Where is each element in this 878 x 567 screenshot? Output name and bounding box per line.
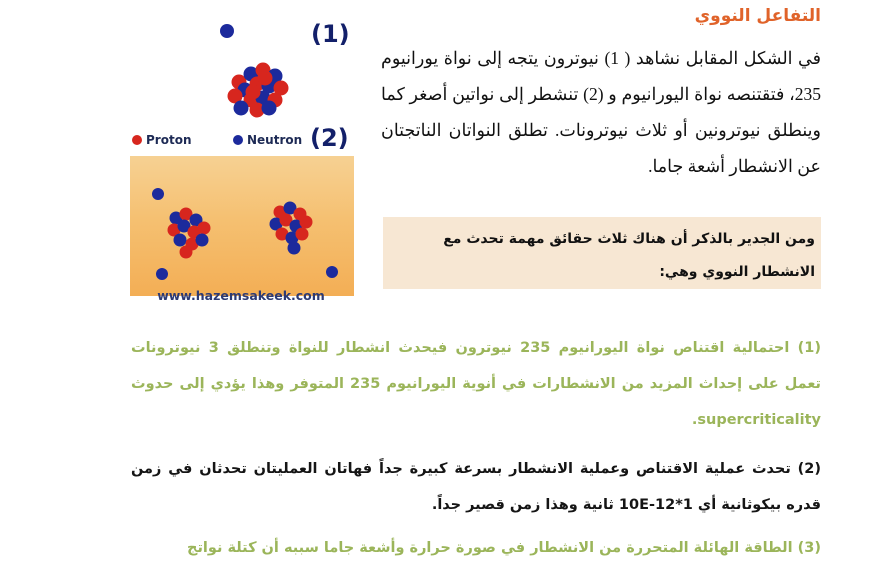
stage1-illustration [195, 12, 305, 122]
page-title: التفاعل النووي [694, 6, 821, 26]
legend-proton [132, 133, 191, 147]
proton-swatch [132, 135, 142, 145]
fact-3: (3) الطاقة الهائلة المتحررة من الانشطار في صورة حرارة وأشعة جاما سببه أن كتلة نواتج [187, 540, 821, 556]
highlight-box [383, 217, 821, 289]
highlight-text: ومن الجدير بالذكر أن هناك ثلاث حقائق مهمة تحدث مع الانشطار النووي وهي: [443, 231, 815, 280]
stage1-label: (1) [311, 20, 350, 48]
fact-1: (1) احتمالية اقتناص نواة اليورانيوم 235 نيوترون فيحدث انشطار للنواة وتنطلق 3 نيوترونات تعمل على إحداث المزيد من الانشطارات في أنوية اليورانيوم 235 المتوفر وهذا يؤدي إلى حدوث supercriticality. [131, 340, 821, 428]
intro-paragraph: في الشكل المقابل نشاهد ( 1) نيوترون يتجه إلى نواة يورانيوم 235، فتقتنصه نواة اليورانيوم و (2) تنشطر إلى نواتين أصغر كما وينطلق نيوترونين أو ثلاث نيوترونات. تطلق النواتان الناتجتان عن الانشطار أشعة جاما. [381, 48, 822, 176]
free-neutron [326, 266, 338, 278]
stage2-panel [130, 126, 354, 296]
fission-figure [125, 12, 357, 302]
legend-neutron-label: Neutron [247, 133, 303, 147]
stage2-label: (2) [310, 124, 349, 152]
free-neutron [156, 268, 168, 280]
stage2-illustration [130, 156, 354, 296]
fact-2: (2) تحدث عملية الاقتناص وعملية الانشطار بسرعة كبيرة جداً فهاتان العمليتان تحدثان في زمن قدره بيكوثانية أي 10E-12*1 ثانية وهذا زمن قصير جداً. [131, 461, 821, 513]
legend-proton-label: Proton [146, 133, 192, 147]
legend [130, 126, 354, 156]
incoming-neutron [220, 24, 234, 38]
free-neutron [152, 188, 164, 200]
source-url: www.hazemsakeek.com [157, 288, 325, 303]
daughter-nucleus-right [270, 202, 313, 255]
neutron-swatch [233, 135, 243, 145]
daughter-nucleus-left [168, 208, 211, 259]
uranium-nucleus [228, 63, 289, 118]
legend-neutron [233, 133, 302, 147]
